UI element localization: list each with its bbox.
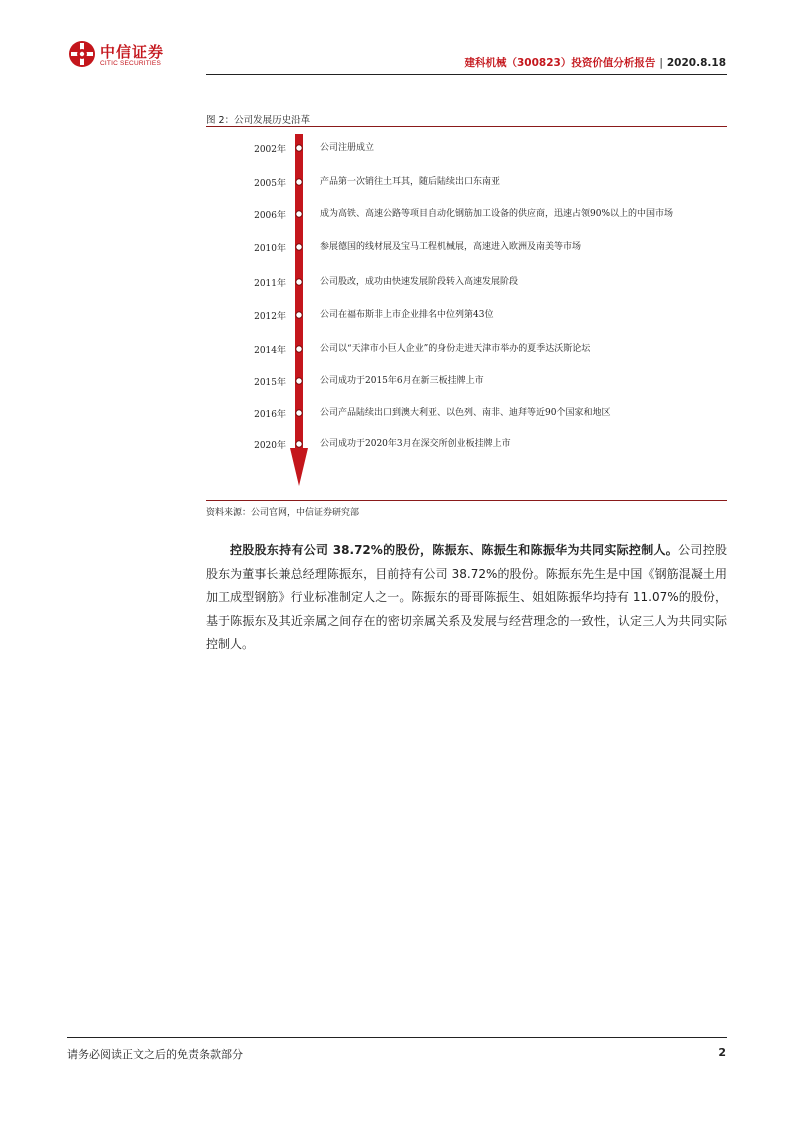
page-number: 2 xyxy=(718,1046,726,1059)
header-divider xyxy=(206,74,727,75)
timeline-node-icon xyxy=(296,441,302,447)
timeline-node-icon xyxy=(296,244,302,250)
timeline-event: 产品第一次销往土耳其，随后陆续出口东南亚 xyxy=(320,177,501,187)
timeline-year: 2014年 xyxy=(254,346,286,356)
timeline-event: 成为高铁、高速公路等项目自动化钢筋加工设备的供应商，迅速占领90%以上的中国市场 xyxy=(320,209,674,219)
timeline-year: 2010年 xyxy=(254,244,286,254)
report-date: 2020.8.18 xyxy=(666,57,726,69)
timeline-node-icon xyxy=(296,179,302,185)
citic-logo-icon xyxy=(68,40,96,68)
report-title: 建科机械（300823）投资价值分析报告 xyxy=(464,57,656,69)
logo-english-name: CITIC SECURITIES xyxy=(100,60,161,67)
timeline-year: 2002年 xyxy=(254,145,286,155)
timeline-event: 公司成功于2015年6月在新三板挂牌上市 xyxy=(320,376,484,386)
timeline-year: 2016年 xyxy=(254,410,286,420)
timeline-event: 公司产品陆续出口到澳大利亚、以色列、南非、迪拜等近90个国家和地区 xyxy=(320,408,611,418)
timeline-node-icon xyxy=(296,346,302,352)
figure-source: 资料来源：公司官网，中信证券研究部 xyxy=(206,508,360,518)
header-separator: | xyxy=(659,57,663,69)
figure-top-rule xyxy=(206,126,727,127)
timeline-node-icon xyxy=(296,211,302,217)
timeline-axis xyxy=(280,130,320,490)
timeline-event: 公司成功于2020年3月在深交所创业板挂牌上市 xyxy=(320,439,511,449)
timeline-event: 公司股改，成功由快速发展阶段转入高速发展阶段 xyxy=(320,277,519,287)
timeline-year: 2006年 xyxy=(254,211,286,221)
company-logo xyxy=(68,40,178,74)
timeline-node-icon xyxy=(296,410,302,416)
timeline-year: 2020年 xyxy=(254,441,286,451)
report-header xyxy=(464,55,726,70)
timeline-node-icon xyxy=(296,378,302,384)
timeline-year: 2005年 xyxy=(254,179,286,189)
body-paragraph xyxy=(206,539,727,657)
paragraph-lead: 控股股东持有公司 38.72%的股份，陈振东、陈振生和陈振华为共同实际控制人。 xyxy=(230,543,679,557)
timeline-node-icon xyxy=(296,312,302,318)
timeline-year: 2011年 xyxy=(254,279,286,289)
timeline-year: 2015年 xyxy=(254,378,286,388)
timeline-node-icon xyxy=(296,279,302,285)
timeline-event: 公司注册成立 xyxy=(320,143,375,153)
footer-disclaimer: 请务必阅读正文之后的免责条款部分 xyxy=(67,1048,243,1061)
logo-chinese-name: 中信证券 xyxy=(100,43,165,61)
timeline-year: 2012年 xyxy=(254,312,286,322)
timeline-event: 公司在福布斯非上市企业排名中位列第43位 xyxy=(320,310,494,320)
figure-bottom-rule xyxy=(206,500,727,501)
timeline-arrowhead-icon xyxy=(290,448,308,486)
paragraph-text: 公司控股股东为董事长兼总经理陈振东，目前持有公司 38.72%的股份。陈振东先生是中国《钢筋混凝土用加工成型钢筋》行业标准制定人之一。陈振东的哥哥陈振生、姐姐陈振华均持有 11.07%的股份，基于陈振东及其近亲属之间存在的密切亲属关系及发展与经营理念的一致性，认定三人为共同实际控制人。 xyxy=(206,543,727,652)
timeline-event: 参展德国的线材展及宝马工程机械展，高速进入欧洲及南美等市场 xyxy=(320,242,582,252)
timeline-node-icon xyxy=(296,145,302,151)
footer-divider xyxy=(67,1037,727,1038)
timeline-event: 公司以“天津市小巨人企业”的身份走进天津市举办的夏季达沃斯论坛 xyxy=(320,344,591,354)
figure-title: 图 2：公司发展历史沿革 xyxy=(206,115,311,126)
